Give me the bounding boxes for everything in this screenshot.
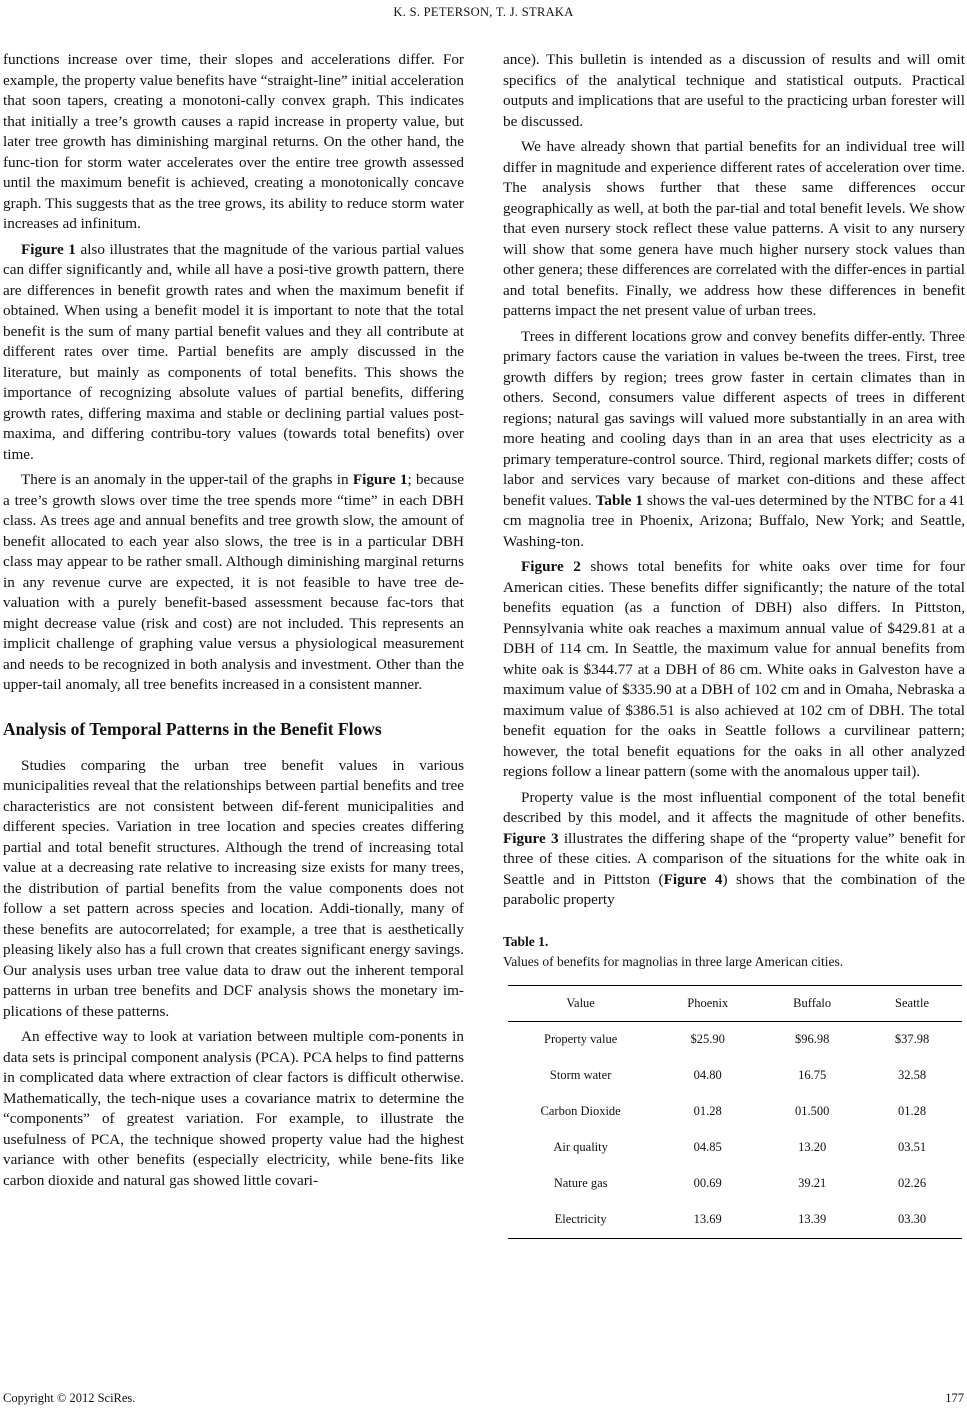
copyright-notice: Copyright © 2012 SciRes.	[3, 1391, 136, 1405]
table-cell: Carbon Dioxide	[540, 1104, 621, 1119]
table-row	[508, 1202, 962, 1239]
table-cell: 01.28	[693, 1104, 722, 1119]
paragraph: Property value is the most influential component of the total benefit described by this model, and it affects the magnitude of other benefits. Figure 3 illustrates the differing shape of the “property value” benefit for three of these cities. A comparison of the situations for the white oak in Seattle and in Pittston (Figure 4) shows that the combination of the parabolic property	[503, 788, 965, 908]
table-caption: Values of benefits for magnolias in three large American cities.	[503, 953, 844, 969]
table-header-row	[508, 985, 962, 1021]
table-cell: Property value	[544, 1032, 618, 1047]
figure-ref[interactable]: Figure 1	[352, 471, 408, 488]
column-header: Buffalo	[793, 995, 832, 1010]
table-row	[508, 1021, 962, 1058]
figure-ref[interactable]: Figure 3	[503, 829, 559, 847]
right-column	[503, 50, 965, 1239]
table-cell: 13.69	[693, 1212, 722, 1227]
page-number: 177	[945, 1391, 964, 1405]
paragraph: Figure 2 shows total benefits for white oaks over time for four American cities. These benefits differ significantly; the nature of the total benefits equation (as a function of DBH) also differs. In Pittston, Pennsylvania white oak reaches a maximum annual value of $429.81 at a DBH of 114 cm. In Seattle, the maximum value for annual benefits from white oak is $344.77 at a DBH of 86 cm. White oaks in Galveston have a maximum value of $335.90 at a DBH of 102 cm and in Omaha, Nebraska a maximum value of $386.51 is also achieved at 102 cm of DBH. The total benefit equation for the oaks in Seattle follows a curvilinear pattern; however, the total benefit equations for the oaks in all other analyzed regions follow a linear pattern (some with the anomalous upper tail).	[503, 558, 965, 780]
table-cell: Nature gas	[553, 1176, 608, 1191]
table-cell: 00.69	[693, 1176, 722, 1191]
table-cell: Air quality	[553, 1140, 608, 1155]
table-cell: 02.26	[897, 1176, 927, 1191]
figure-ref[interactable]: Figure 1	[21, 240, 76, 258]
left-column	[3, 50, 464, 1191]
paragraph: Studies comparing the urban tree benefit values in various municipalities reveal that the relationships between partial benefits and tree characteristics are not consistent between dif-ferent municipalities and different species. Variation in tree location and species creates differing partial and total benefit structures. Although the trend of increasing total value at a decreasing rate relative to increasing size exists for many trees, the distribution of partial benefits from the value components does not follow a set pattern across species and location. Addi-tionally, many of these benefits are autocorrelated; for example, a tree that is aesthetically pleasing likely also has a full crown that creates significant energy savings. Our analysis uses urban tree value data to draw out the inherent temporal patterns in urban tree benefits and DCF analysis shows the monetary im-plications of these patterns.	[3, 756, 464, 1020]
table-cell: $25.90	[690, 1032, 725, 1047]
table-cell: 01.500	[794, 1104, 830, 1119]
table-cell: $96.98	[794, 1032, 830, 1047]
table-cell: 03.30	[897, 1212, 927, 1227]
table-cell: 16.75	[798, 1068, 827, 1083]
table-cell: 39.21	[798, 1176, 827, 1191]
paragraph: Figure 1 also illustrates that the magnitude of the various partial values can differ significantly and, while all have a posi-tive growth pattern, there are differences in benefit growth rates and when the maximum benefit if obtained. When using a benefit model it is important to note that the total benefit is the sum of many partial benefit values and they all contribute at different rates over time. Partial benefits are amply discussed in the literature, but mainly as components of total benefits. This shows the importance of recognizing absolute values of partial benefits, differing growth rates, differing maxima and stable or declining partial values post-maxima, and differing contribu-tory values (towards total benefits) over time.	[3, 240, 464, 463]
benefits-table	[508, 985, 962, 1239]
table-cell: 04.85	[693, 1140, 722, 1155]
running-head: K. S. PETERSON, T. J. STRAKA	[393, 5, 574, 19]
table-cell: $37.98	[894, 1032, 930, 1047]
table-row	[508, 1058, 962, 1094]
paragraph: Trees in different locations grow and convey benefits differ-ently. Three primary factors cause the variation in values be-tween the trees. First, tree growth differs by region; trees grow faster in certain climates than in others. Second, consumers value different aspects of trees in different regions; natural gas savings will valued more substantially in an area with more heating and cooling days than in an area that uses electricity as a primary temperature-control source. Third, regional markets differ; costs of labor and services vary because of market con-ditions and these affect benefit values. Table 1 shows the val-ues determined by the NTBC for a 41 cm magnolia tree in Phoenix, Arizona; Buffalo, New York; and Seattle, Washing-ton.	[503, 327, 965, 550]
paragraph: We have already shown that partial benefits for an individual tree will differ in magnitude and experience different rates of acceleration over time. The analysis shows further that these same differences occur geographically as well, at both the par-tial and total benefit levels. We show that even nursery stock reflect these value patterns. A visit to any nursery will show that some genera have much higher nursery stock values than other genera; these differences are correlated with the differ-ences in partial and total benefits. Finally, we address how these differences in benefit patterns impact the net present value of urban trees.	[503, 138, 965, 319]
figure-ref[interactable]: Figure 4	[663, 870, 723, 888]
table-cell: Electricity	[554, 1212, 607, 1227]
paragraph: ance). This bulletin is intended as a discussion of results and will omit specifics of the analytical technique and statistical outputs. Practical outputs and implications that are useful to the practicing urban forester will be discussed.	[503, 51, 965, 130]
paragraph: functions increase over time, their slopes and accelerations differ. For example, the property value benefits have “straight-line” initial acceleration that soon tapers, creating a monotoni-cally convex graph. This indicates that initially a tree’s growth causes a rapid increase in property value, but later tree growth has diminishing marginal returns. On the other hand, the func-tion for storm water accelerates over the entire tree growth assessed until the maximum benefit is achieved, creating a monotonically concave graph. This suggests that as the tree grows, its ability to reduce storm water increases ad infinitum.	[3, 51, 464, 232]
paragraph: There is an anomaly in the upper-tail of the graphs in Figure 1; because a tree’s growth slows over time the tree spends more “time” in each DBH class. As trees age and annual benefits and tree growth slow, the amount of benefit allocated to each year also slows, the tree is in a particular DBH class may appear to be rather small. Although diminishing marginal returns in any revenue curve are expected, it is not feasible to have tree de-valuation with a purely benefit-based assessment because fac-tors that might decrease value (risk and cost) are not included. This represents an implicit challenge of graphing value versus a physiological measurement and needs to be recognized in both analysis and investment. Other than the upper-tail anomaly, all tree benefits increased in a consistent manner.	[3, 471, 465, 693]
section-heading: Analysis of Temporal Patterns in the Benefit Flows	[3, 718, 382, 739]
table-label: Table 1.	[503, 933, 549, 949]
table-cell: 13.20	[798, 1140, 827, 1155]
table-cell: 04.80	[693, 1068, 722, 1083]
table-row	[508, 1166, 962, 1202]
table-cell: 32.58	[897, 1068, 927, 1083]
column-header: Value	[566, 995, 595, 1010]
table-ref[interactable]: Table 1	[595, 491, 643, 509]
paragraph: An effective way to look at variation between multiple com-ponents in data sets is principal component analysis (PCA). PCA helps to find patterns in complicated data where extraction of clear factors is difficult otherwise. Mathematically, the tech-nique uses a covariance matrix to determine the “components” of greatest variation. For example, to illustrate the usefulness of PCA, the technique showed property value had the highest variance with other benefits (especially electricity, while bene-fits like carbon dioxide and natural gas showed little covari-	[3, 1028, 464, 1189]
table-cell: Storm water	[549, 1068, 612, 1083]
figure-ref[interactable]: Figure 2	[521, 558, 581, 575]
table-cell: 13.39	[798, 1212, 827, 1227]
table-row	[508, 1094, 962, 1130]
table-cell: 03.51	[897, 1140, 927, 1155]
table-cell: 01.28	[897, 1104, 927, 1119]
column-header: Phoenix	[687, 995, 729, 1010]
table-row	[508, 1130, 962, 1166]
column-header: Seattle	[895, 995, 930, 1010]
